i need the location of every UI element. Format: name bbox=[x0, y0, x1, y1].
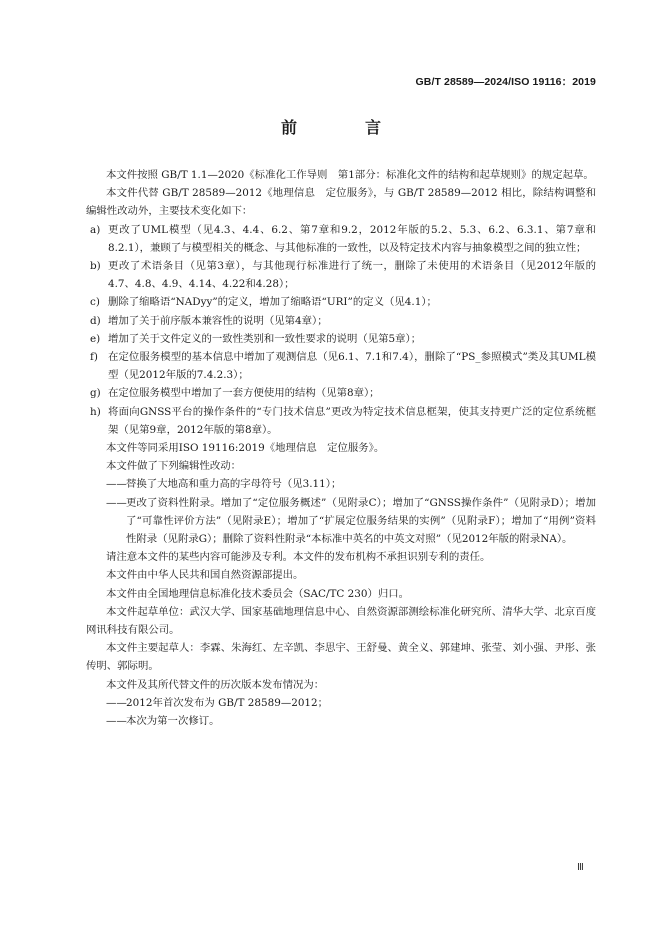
list-marker: c) bbox=[90, 296, 100, 309]
list-marker: —— bbox=[106, 715, 127, 728]
list-marker: e) bbox=[90, 332, 101, 345]
list-item bbox=[86, 494, 596, 549]
list-item bbox=[86, 330, 596, 348]
list-item bbox=[86, 712, 596, 730]
history-intro: 本文件及其所代替文件的历次版本发布情况为： bbox=[106, 678, 325, 691]
list-item-text: 2012年首次发布为 GB/T 28589—2012； bbox=[126, 696, 329, 709]
list-item-text: 更改了术语条目（见第3章），与其他现行标准进行了统一，删除了未使用的术语条目（见2012年版的4.7、4.8、4.9、4.14、4.22和4.28）； bbox=[108, 260, 596, 291]
list-marker: h) bbox=[90, 405, 101, 418]
drafting-rules-paragraph: 本文件按照 GB/T 1.1—2020《标准化工作导则 第1部分：标准化文件的结构和起草规则》的规定起草。 bbox=[106, 169, 594, 181]
proposer-paragraph: 本文件由中华人民共和国自然资源部提出。 bbox=[106, 569, 304, 582]
replacement-paragraph: 本文件代替 GB/T 28589—2012《地理信息 定位服务》，与 GB/T 28589—2012 相比，除结构调整和编辑性改动外，主要技术变化如下： bbox=[86, 187, 596, 218]
editorial-changes-list bbox=[86, 475, 596, 548]
list-marker: f) bbox=[90, 351, 98, 364]
list-item bbox=[86, 475, 596, 493]
list-marker: a) bbox=[90, 223, 101, 236]
list-marker: —— bbox=[106, 696, 127, 709]
list-item-text: 将面向GNSS平台的操作条件的“专门技术信息”更改为特定技术信息框架，使其支持更广泛的定位系统框架（见第9章，2012年版的第8章）。 bbox=[108, 405, 596, 436]
list-item bbox=[86, 293, 596, 311]
list-marker: d) bbox=[90, 314, 101, 327]
list-item-text: 更改了UML模型（见4.3、4.4、6.2、第7章和9.2，2012年版的5.2、5.3、6.2、6.3.1、第7章和8.2.1），兼顾了与模型相关的概念、与其他标准的一致性，以及特定技术内容与抽象模型之间的独立性； bbox=[108, 223, 596, 254]
list-item-text: 在定位服务模型中增加了一套方便使用的结构（见第8章）； bbox=[108, 387, 380, 400]
list-item-text: 替换了大地高和重力高的字母符号（见3.11）； bbox=[126, 478, 342, 491]
list-item bbox=[86, 384, 596, 402]
list-item bbox=[86, 312, 596, 330]
history-list bbox=[86, 694, 596, 730]
page-title: 前 言 bbox=[280, 118, 407, 137]
list-item-text: 删除了缩略语“NADyy”的定义，增加了缩略语“URI”的定义（见4.1）； bbox=[108, 296, 437, 309]
page-number: Ⅲ bbox=[577, 862, 584, 873]
list-item-text: 更改了资料性附录。增加了“定位服务概述”（见附录C）；增加了“GNSS操作条件”（见附录D）；增加了“可靠性评价方法”（见附录E）；增加了“扩展定位服务结果的实例”（见附录F）；增加了“用例”资料性附录（见附录G）；删除了资料性附录“本标准中英名的中英文对照”（见2012年版的附录NA）。 bbox=[126, 496, 596, 546]
technical-changes-list bbox=[86, 221, 596, 439]
list-item bbox=[86, 694, 596, 712]
list-item bbox=[86, 257, 596, 293]
list-item-text: 增加了关于文件定义的一致性类别和一致性要求的说明（见第5章）； bbox=[108, 332, 422, 345]
drafting-units-paragraph: 本文件起草单位：武汉大学、国家基础地理信息中心、自然资源部测绘标准化研究所、清华大学、北京百度网讯科技有限公司。 bbox=[86, 605, 596, 637]
list-item-text: 增加了关于前序版本兼容性的说明（见第4章）； bbox=[108, 314, 328, 327]
patent-note: 请注意本文件的某些内容可能涉及专利。本文件的发布机构不承担识别专利的责任。 bbox=[106, 551, 491, 564]
administrator-paragraph: 本文件由全国地理信息标准化技术委员会（SAC/TC 230）归口。 bbox=[106, 587, 410, 600]
list-item-text: 本次为第一次修订。 bbox=[126, 715, 220, 728]
list-marker: —— bbox=[106, 478, 127, 491]
equivalence-paragraph: 本文件等同采用ISO 19116:2019《地理信息 定位服务》。 bbox=[106, 442, 385, 455]
list-marker: g) bbox=[90, 387, 101, 400]
list-marker: —— bbox=[106, 496, 127, 509]
foreword-body bbox=[86, 166, 596, 730]
standard-code-header: GB/T 28589—2024/ISO 19116：2019 bbox=[415, 76, 596, 88]
editorial-intro: 本文件做了下列编辑性改动： bbox=[106, 460, 242, 473]
list-item bbox=[86, 348, 596, 384]
drafters-paragraph: 本文件主要起草人：李霖、朱海红、左辛凯、李思宇、王舒曼、黄全义、郭建坤、张莹、刘小强、尹彤、张传明、郭际明。 bbox=[86, 642, 596, 673]
list-item bbox=[86, 221, 596, 257]
list-item-text: 在定位服务模型的基本信息中增加了观测信息（见6.1、7.1和7.4），删除了“PS_参照模式”类及其UML模型（见2012年版的7.4.2.3）； bbox=[108, 351, 596, 382]
list-marker: b) bbox=[90, 260, 101, 273]
list-item bbox=[86, 403, 596, 439]
